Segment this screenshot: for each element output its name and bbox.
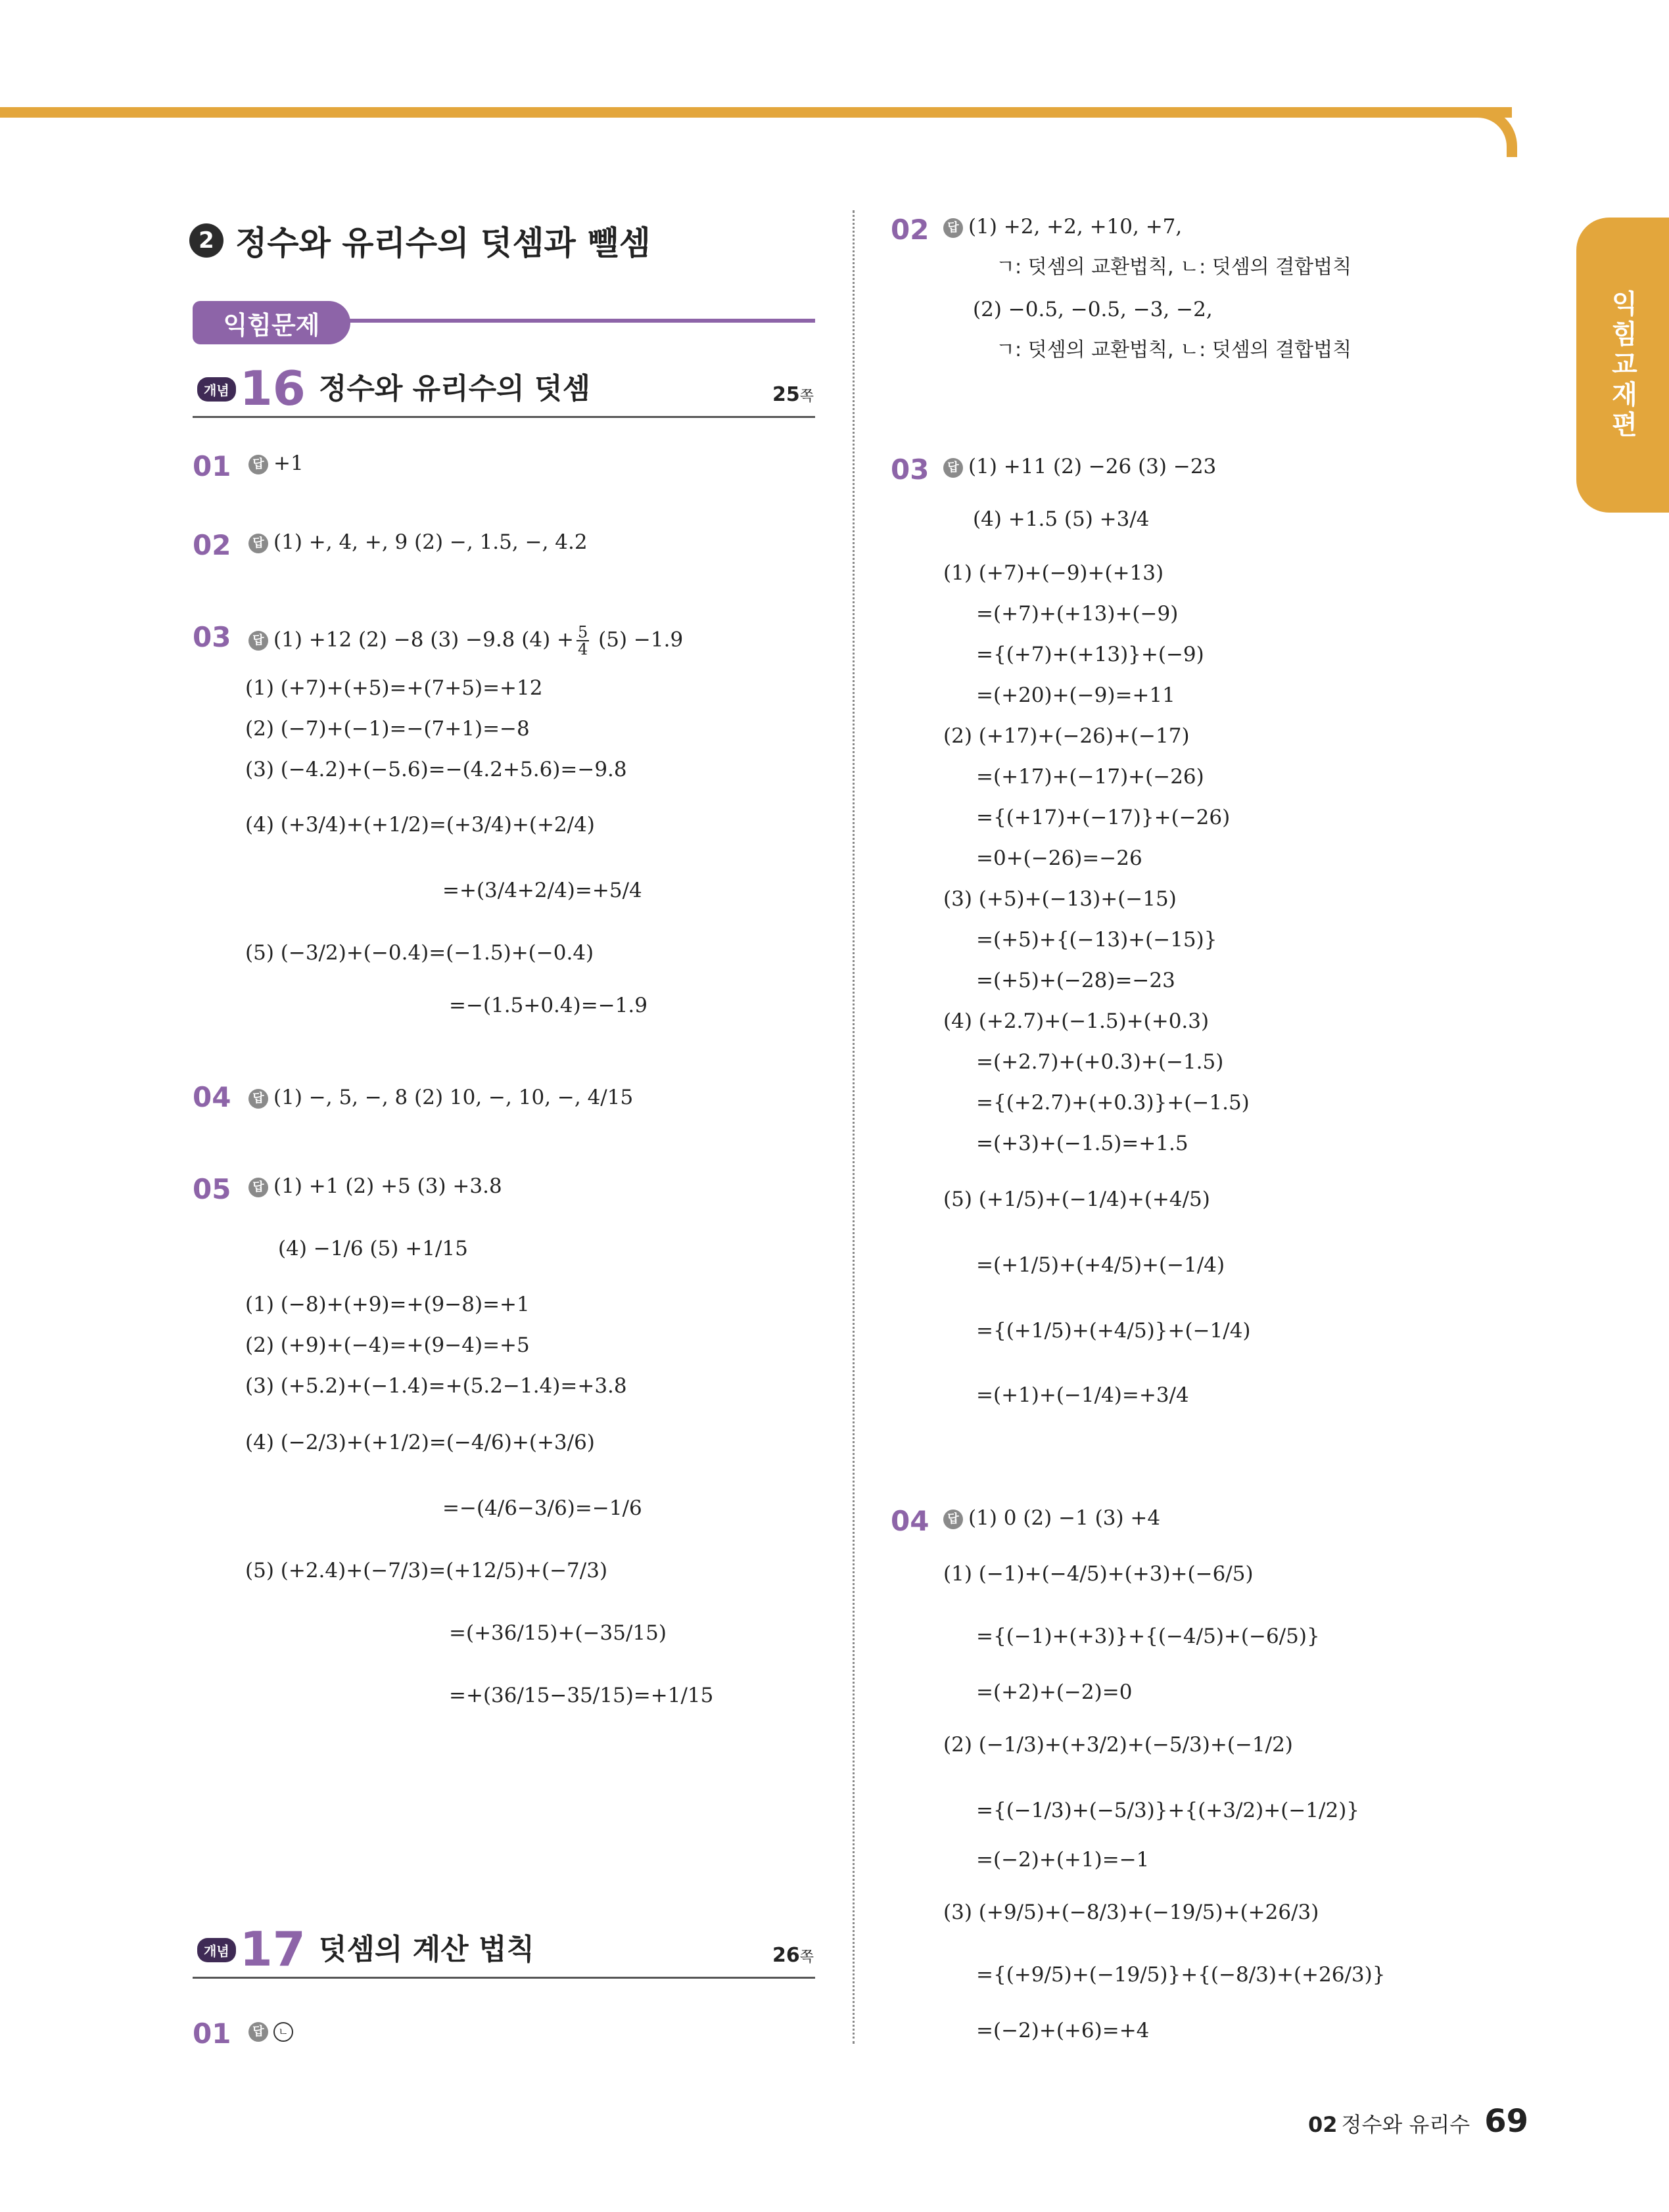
- solution-line: (4) (−2/3)+(+1/2)=(−4/6)+(+3/6): [245, 1431, 595, 1454]
- answer-mark: 답: [248, 1089, 268, 1109]
- question-number: 03: [193, 621, 231, 653]
- solution-line: =−(4/6−3/6)=−1/6: [442, 1496, 642, 1520]
- answer-text: +1: [273, 451, 304, 475]
- solution-line: (3) (+5)+(−13)+(−15): [943, 887, 1177, 911]
- solution-line: (2) (+17)+(−26)+(−17): [943, 724, 1190, 748]
- answer-mark: 답: [943, 1509, 963, 1529]
- answer-text: (1) +11 (2) −26 (3) −23: [968, 455, 1217, 478]
- answer-text: (5) −1.9: [598, 628, 684, 652]
- answer-line: [248, 1088, 633, 1109]
- solution-line: =(+17)+(−17)+(−26): [976, 765, 1204, 789]
- page-footer: [1308, 2103, 1528, 2140]
- solution-line: =(+20)+(−9)=+11: [976, 683, 1175, 707]
- answer-mark: 답: [248, 631, 268, 651]
- solution-line: =(+7)+(+13)+(−9): [976, 602, 1179, 626]
- answer-line: [943, 1508, 1160, 1529]
- solution-line: (4) (+3/4)+(+1/2)=(+3/4)+(+2/4): [245, 813, 595, 837]
- solution-line: ={(+17)+(−17)}+(−26): [976, 806, 1231, 829]
- section-title-text: 정수와 유리수의 덧셈과 뺄셈: [235, 224, 651, 262]
- footer-chapter-name: 정수와 유리수: [1341, 2112, 1470, 2137]
- question-number: 01: [193, 2017, 231, 2050]
- fraction-numerator: 5: [578, 623, 588, 641]
- answer-line: [248, 453, 304, 474]
- solution-line: (1) (−8)+(+9)=+(9−8)=+1: [245, 1293, 530, 1316]
- solution-line: =(+36/15)+(−35/15): [449, 1621, 667, 1645]
- solution-line: (1) (−1)+(−4/5)+(+3)+(−6/5): [943, 1562, 1254, 1586]
- fraction: [576, 624, 589, 657]
- concept-header: [197, 1922, 535, 1977]
- fraction-denominator: 4: [578, 640, 588, 658]
- solution-line: (4) (+2.7)+(−1.5)+(+0.3): [943, 1009, 1210, 1033]
- solution-line: =(+2.7)+(+0.3)+(−1.5): [976, 1050, 1224, 1074]
- concept-page-number: 26: [772, 1944, 800, 1967]
- concept-rule: [193, 1977, 815, 1979]
- solution-line: =(+1)+(−1/4)=+3/4: [976, 1383, 1189, 1407]
- solution-line: ={(+9/5)+(−19/5)}+{(−8/3)+(+26/3)}: [976, 1963, 1386, 1987]
- solution-line: =+(36/15−35/15)=+1/15: [449, 1684, 714, 1707]
- concept-rule: [193, 416, 815, 418]
- solution-line: =−(1.5+0.4)=−1.9: [449, 994, 647, 1017]
- solution-line: (2) (−7)+(−1)=−(7+1)=−8: [245, 717, 530, 741]
- solution-line: (2) (−1/3)+(+3/2)+(−5/3)+(−1/2): [943, 1733, 1293, 1757]
- solution-line: =(+1/5)+(+4/5)+(−1/4): [976, 1253, 1225, 1277]
- solution-line: (1) (+7)+(+5)=+(7+5)=+12: [245, 676, 543, 700]
- solution-line: (3) (−4.2)+(−5.6)=−(4.2+5.6)=−9.8: [245, 758, 627, 781]
- solution-line: ㄱ: 덧셈의 교환법칙, ㄴ: 덧셈의 결합법칙: [996, 256, 1352, 279]
- top-rule: [0, 107, 1512, 118]
- solution-line: (3) (+5.2)+(−1.4)=+(5.2−1.4)=+3.8: [245, 1374, 627, 1398]
- solution-line: =(+5)+(−28)=−23: [976, 969, 1175, 992]
- pill-rule: [345, 319, 815, 323]
- answer-line: (4) −1/6 (5) +1/15: [278, 1237, 468, 1260]
- answer-circle-letter: ㄴ: [273, 2022, 293, 2042]
- answer-text: (1) +, 4, +, 9 (2) −, 1.5, −, 4.2: [273, 530, 588, 554]
- solution-line: (2) −0.5, −0.5, −3, −2,: [973, 298, 1213, 321]
- answer-text: (1) −, 5, −, 8 (2) 10, −, 10, −, 4/15: [273, 1086, 634, 1109]
- solution-line: ={(+2.7)+(+0.3)}+(−1.5): [976, 1091, 1250, 1115]
- solution-line: (3) (+9/5)+(−8/3)+(−19/5)+(+26/3): [943, 1901, 1319, 1924]
- concept-number: 17: [239, 1922, 306, 1977]
- solution-line: (1) (+7)+(−9)+(+13): [943, 561, 1164, 585]
- answer-mark: 답: [248, 534, 268, 553]
- footer-chapter: 02: [1308, 2112, 1338, 2137]
- answer-text: (1) +2, +2, +10, +7,: [968, 215, 1183, 239]
- solution-line: (5) (+2.4)+(−7/3)=(+12/5)+(−7/3): [245, 1559, 608, 1582]
- concept-badge: 개념: [197, 377, 236, 402]
- answer-line: [248, 624, 683, 657]
- solution-line: (5) (−3/2)+(−0.4)=(−1.5)+(−0.4): [245, 941, 594, 965]
- answer-mark: 답: [248, 2022, 268, 2042]
- question-number: 03: [891, 453, 929, 486]
- concept-title: 정수와 유리수의 덧셈: [318, 372, 591, 405]
- solution-line: (5) (+1/5)+(−1/4)+(+4/5): [943, 1187, 1210, 1211]
- concept-page: [772, 383, 814, 406]
- concept-number: 16: [239, 361, 306, 416]
- solution-line: ={(+7)+(+13)}+(−9): [976, 643, 1204, 666]
- answer-line: [943, 457, 1216, 478]
- side-tab: 익힘교재편: [1576, 218, 1669, 513]
- solution-line: =0+(−26)=−26: [976, 846, 1142, 870]
- solution-line: ={(−1)+(+3)}+{(−4/5)+(−6/5)}: [976, 1624, 1320, 1648]
- question-number: 01: [193, 450, 231, 482]
- solution-line: ㄱ: 덧셈의 교환법칙, ㄴ: 덧셈의 결합법칙: [996, 338, 1352, 361]
- solution-line: =(+2)+(−2)=0: [976, 1680, 1133, 1704]
- question-number: 02: [891, 214, 929, 246]
- question-number: 05: [193, 1173, 231, 1205]
- exercise-pill: 익힘문제: [193, 301, 350, 344]
- solution-line: =(−2)+(+6)=+4: [976, 2019, 1150, 2042]
- solution-line: =(+5)+{(−13)+(−15)}: [976, 928, 1217, 952]
- answer-line: [248, 2021, 293, 2042]
- solution-line: (2) (+9)+(−4)=+(9−4)=+5: [245, 1333, 530, 1357]
- concept-header: [197, 361, 591, 416]
- answer-mark: 답: [248, 1178, 268, 1197]
- question-number: 04: [891, 1505, 929, 1537]
- answer-mark: 답: [248, 455, 268, 474]
- concept-page-unit: 쪽: [799, 388, 814, 405]
- answer-text: (1) 0 (2) −1 (3) +4: [968, 1506, 1161, 1530]
- section-number: 2: [189, 223, 223, 258]
- answer-line: [248, 1176, 502, 1197]
- concept-page: [772, 1944, 814, 1967]
- solution-line: =(+3)+(−1.5)=+1.5: [976, 1132, 1188, 1155]
- column-divider: [853, 210, 855, 2044]
- answer-text: (1) +12 (2) −8 (3) −9.8 (4) +: [273, 628, 574, 652]
- page-number: 69: [1484, 2103, 1528, 2140]
- concept-badge: 개념: [197, 1938, 236, 1962]
- answer-text: (1) +1 (2) +5 (3) +3.8: [273, 1174, 502, 1198]
- answer-mark: 답: [943, 218, 963, 238]
- answer-line: [248, 532, 588, 553]
- solution-line: =(−2)+(+1)=−1: [976, 1848, 1150, 1872]
- concept-page-number: 25: [772, 383, 800, 406]
- concept-title: 덧셈의 계산 법칙: [318, 1933, 535, 1966]
- concept-page-unit: 쪽: [799, 1949, 814, 1966]
- answer-line: [943, 217, 1182, 238]
- question-number: 02: [193, 529, 231, 561]
- answer-line: (4) +1.5 (5) +3/4: [973, 507, 1150, 531]
- solution-line: ={(−1/3)+(−5/3)}+{(+3/2)+(−1/2)}: [976, 1799, 1360, 1822]
- answer-mark: 답: [943, 458, 963, 478]
- solution-line: ={(+1/5)+(+4/5)}+(−1/4): [976, 1319, 1251, 1343]
- section-title: [189, 217, 651, 264]
- solution-line: =+(3/4+2/4)=+5/4: [442, 879, 642, 902]
- question-number: 04: [193, 1081, 231, 1113]
